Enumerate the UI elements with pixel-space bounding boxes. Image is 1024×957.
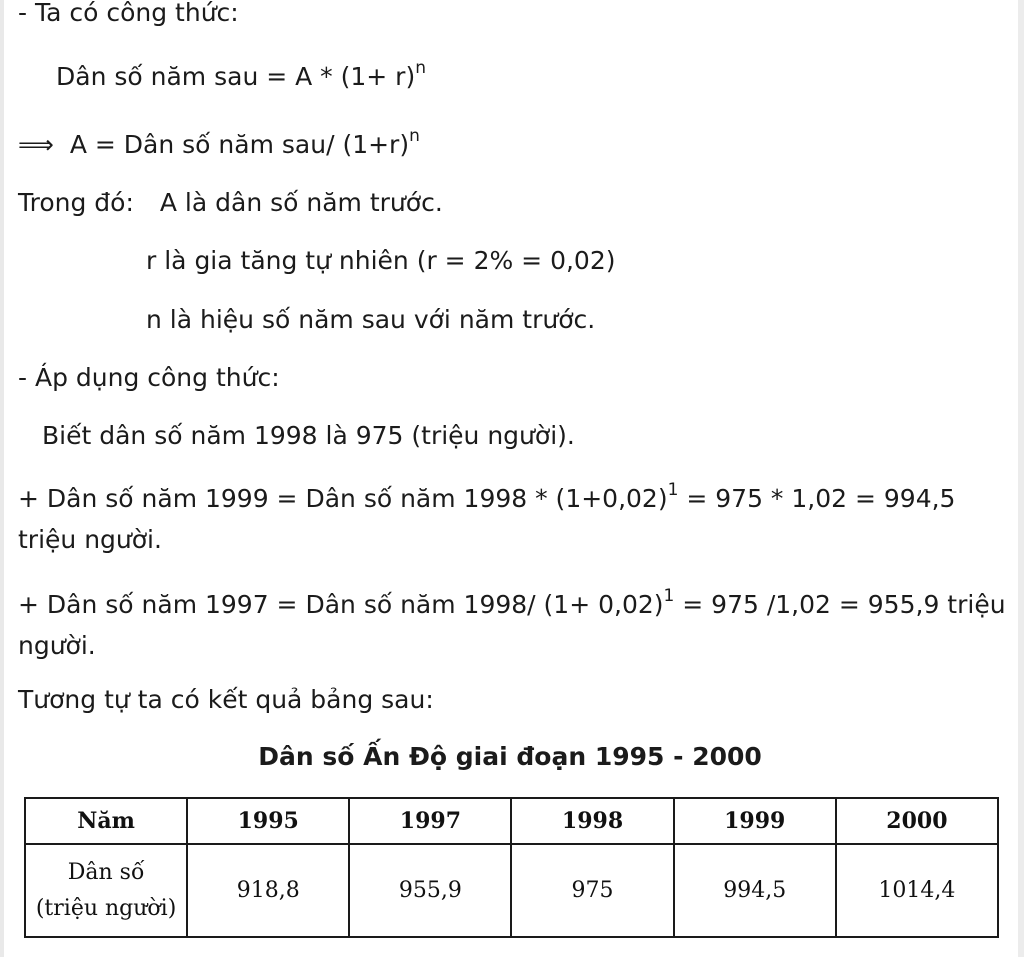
definition-r: r là gia tăng tự nhiên (r = 2% = 0,02) (146, 246, 616, 275)
table-header-row (25, 798, 998, 844)
header-year: 1998 (511, 798, 673, 844)
population-value: 975 (511, 844, 673, 937)
apply-heading: - Áp dụng công thức: (18, 363, 280, 392)
right-border (1018, 0, 1024, 957)
where-label: Trong đó: (18, 188, 134, 217)
implies-arrow-icon: ⟹ (18, 130, 54, 159)
population-value: 955,9 (349, 844, 511, 937)
calc-exponent: 1 (667, 480, 679, 500)
header-year-label: Năm (25, 798, 187, 844)
formula-exponent: n (415, 58, 426, 78)
formula-population-next-year (56, 60, 426, 97)
formula-exponent: n (409, 126, 420, 146)
row-label-line: Dân số (67, 859, 145, 885)
header-year: 1995 (187, 798, 349, 844)
row-label (25, 844, 187, 937)
header-year: 2000 (836, 798, 998, 844)
population-value: 918,8 (187, 844, 349, 937)
row-label-unit: (triệu người) (35, 895, 177, 921)
calculation-1997 (18, 586, 1008, 665)
calc-result: = 975 * 1,02 = 994,5 triệu người. (18, 484, 956, 554)
intro-line: - Ta có công thức: (18, 0, 239, 27)
population-table (24, 797, 999, 938)
known-population-1998: Biết dân số năm 1998 là 975 (triệu người). (42, 421, 575, 450)
calc-text: + Dân số năm 1997 = Dân số năm 1998/ (1+ 0,02) (18, 590, 664, 619)
calculation-1999 (18, 480, 1008, 559)
table-caption: Dân số Ấn Độ giai đoạn 1995 - 2000 (258, 742, 762, 771)
formula-previous-population (18, 128, 420, 165)
population-value: 1014,4 (836, 844, 998, 937)
table-row (25, 844, 998, 937)
calc-exponent: 1 (663, 586, 675, 606)
header-year: 1997 (349, 798, 511, 844)
calc-text: + Dân số năm 1999 = Dân số năm 1998 * (1+0,02) (18, 484, 668, 513)
formula-text: A = Dân số năm sau/ (1+r) (69, 130, 410, 159)
definition-n: n là hiệu số năm sau với năm trước. (146, 305, 596, 334)
formula-text: Dân số năm sau = A * (1+ r) (56, 62, 416, 91)
left-border (0, 0, 4, 957)
calc-result: = 975 /1,02 = 955,9 triệu người. (18, 590, 1006, 660)
definition-a (18, 186, 443, 220)
header-year: 1999 (674, 798, 836, 844)
population-value: 994,5 (674, 844, 836, 937)
definition-a-text: A là dân số năm trước. (159, 188, 443, 217)
similar-results-line: Tương tự ta có kết quả bảng sau: (18, 685, 434, 714)
